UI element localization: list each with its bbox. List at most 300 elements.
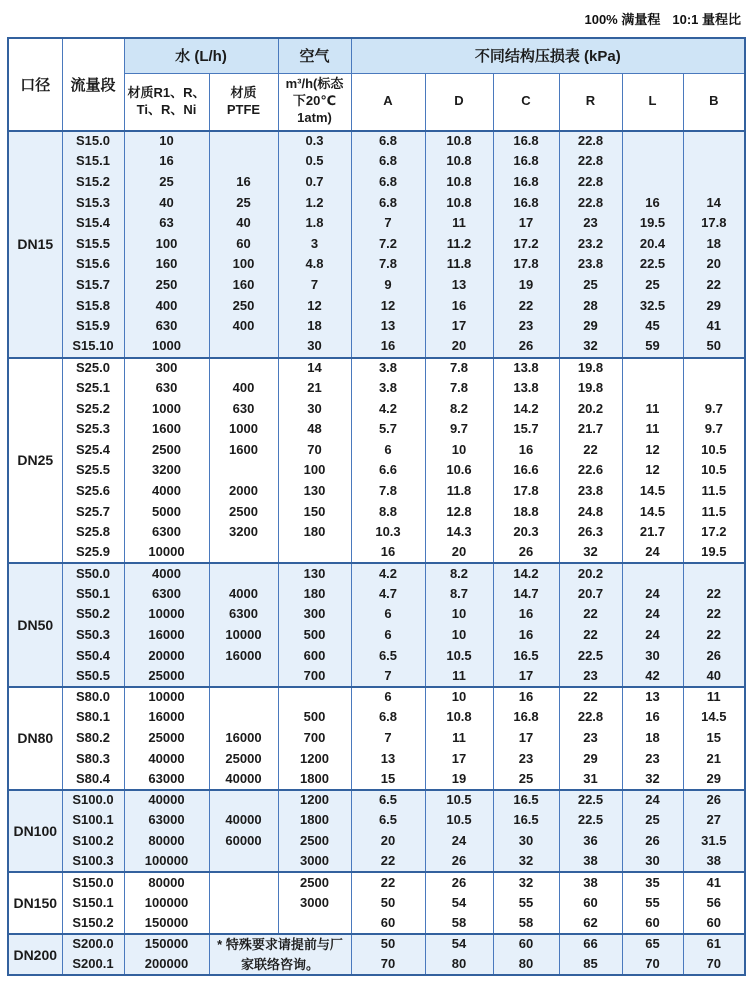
value-cell: 6 — [351, 605, 425, 626]
table-row — [8, 708, 745, 729]
value-cell: 1000 — [124, 337, 209, 358]
flow-segment-cell: S100.1 — [62, 811, 124, 832]
value-cell: 700 — [278, 728, 351, 749]
value-cell: 1.8 — [278, 213, 351, 234]
value-cell: 8.8 — [351, 502, 425, 523]
value-cell — [683, 358, 745, 379]
value-cell: 0.5 — [278, 152, 351, 173]
value-cell: 7.2 — [351, 234, 425, 255]
value-cell: 11.5 — [683, 502, 745, 523]
value-cell: 600 — [278, 646, 351, 667]
flow-segment-cell: S15.9 — [62, 316, 124, 337]
value-cell: 29 — [683, 296, 745, 317]
value-cell: 17.8 — [493, 481, 559, 502]
value-cell: 18 — [622, 728, 683, 749]
value-cell: 16 — [351, 543, 425, 564]
value-cell: 22.5 — [559, 646, 622, 667]
value-cell: 250 — [209, 296, 278, 317]
flow-segment-cell: S25.6 — [62, 481, 124, 502]
table-row — [8, 255, 745, 276]
value-cell: 6.5 — [351, 646, 425, 667]
value-cell: 32 — [493, 872, 559, 893]
table-row — [8, 852, 745, 873]
value-cell: 54 — [425, 893, 493, 914]
value-cell: 14.2 — [493, 399, 559, 420]
value-cell: 20.2 — [559, 563, 622, 584]
value-cell: 20 — [425, 543, 493, 564]
value-cell: 14.5 — [622, 481, 683, 502]
value-cell: 16.8 — [493, 152, 559, 173]
header-col-l: L — [622, 73, 683, 131]
value-cell: 17 — [493, 666, 559, 687]
value-cell: 32 — [622, 769, 683, 790]
value-cell: 13.8 — [493, 358, 559, 379]
value-cell: 26 — [683, 790, 745, 811]
flow-segment-cell: S200.1 — [62, 955, 124, 976]
value-cell: 26 — [425, 872, 493, 893]
header-diameter: 口径 — [8, 38, 62, 131]
header-water-material-ptfe: 材质 PTFE — [209, 73, 278, 131]
value-cell: 22 — [683, 605, 745, 626]
value-cell — [209, 563, 278, 584]
value-cell: 70 — [622, 955, 683, 976]
value-cell: 22 — [559, 625, 622, 646]
flow-segment-cell: S80.4 — [62, 769, 124, 790]
value-cell: 6.5 — [351, 790, 425, 811]
value-cell: 24 — [622, 605, 683, 626]
value-cell: 42 — [622, 666, 683, 687]
value-cell: 1200 — [278, 790, 351, 811]
value-cell: 3000 — [278, 852, 351, 873]
value-cell: 26 — [622, 831, 683, 852]
value-cell: 61 — [683, 934, 745, 955]
flow-segment-cell: S15.10 — [62, 337, 124, 358]
value-cell: 22 — [351, 852, 425, 873]
value-cell: 1200 — [278, 749, 351, 770]
value-cell: 100000 — [124, 893, 209, 914]
value-cell: 25 — [209, 193, 278, 214]
value-cell: 23 — [622, 749, 683, 770]
value-cell: 30 — [278, 399, 351, 420]
table-row — [8, 872, 745, 893]
value-cell: 160 — [124, 255, 209, 276]
flow-segment-cell: S15.7 — [62, 275, 124, 296]
value-cell: 14 — [278, 358, 351, 379]
flow-segment-cell: S80.0 — [62, 687, 124, 708]
value-cell: 20000 — [124, 646, 209, 667]
value-cell: 8.7 — [425, 584, 493, 605]
value-cell: 160 — [209, 275, 278, 296]
value-cell: 26 — [425, 852, 493, 873]
table-row — [8, 543, 745, 564]
value-cell: 29 — [559, 749, 622, 770]
value-cell: 180 — [278, 522, 351, 543]
value-cell: 10.5 — [425, 811, 493, 832]
table-row — [8, 131, 745, 152]
value-cell: 130 — [278, 563, 351, 584]
table-row — [8, 605, 745, 626]
value-cell: 17.8 — [683, 213, 745, 234]
value-cell: 300 — [278, 605, 351, 626]
value-cell: 70 — [351, 955, 425, 976]
special-note-cell: * 特殊要求请提前与厂家联络咨询。 — [209, 934, 351, 975]
diameter-cell: DN80 — [8, 687, 62, 790]
value-cell: 26 — [493, 337, 559, 358]
value-cell: 18 — [683, 234, 745, 255]
table-row — [8, 399, 745, 420]
value-cell — [622, 131, 683, 152]
table-row — [8, 522, 745, 543]
table-row — [8, 666, 745, 687]
value-cell: 17 — [493, 728, 559, 749]
value-cell: 3 — [278, 234, 351, 255]
header-air: 空气 — [278, 38, 351, 73]
value-cell: 21 — [278, 378, 351, 399]
value-cell — [209, 358, 278, 379]
value-cell: 22 — [559, 687, 622, 708]
flow-segment-cell: S25.2 — [62, 399, 124, 420]
value-cell: 10.8 — [425, 708, 493, 729]
value-cell: 25 — [124, 172, 209, 193]
value-cell: 30 — [493, 831, 559, 852]
header-col-a: A — [351, 73, 425, 131]
value-cell: 19.5 — [622, 213, 683, 234]
flow-segment-cell: S25.0 — [62, 358, 124, 379]
value-cell — [209, 852, 278, 873]
value-cell: 20 — [683, 255, 745, 276]
value-cell: 16000 — [209, 728, 278, 749]
value-cell: 40000 — [124, 790, 209, 811]
value-cell: 10 — [124, 131, 209, 152]
value-cell: 400 — [209, 378, 278, 399]
value-cell: 1600 — [209, 440, 278, 461]
value-cell: 150 — [278, 502, 351, 523]
value-cell: 16 — [622, 708, 683, 729]
value-cell: 16 — [425, 296, 493, 317]
flow-segment-cell: S100.2 — [62, 831, 124, 852]
value-cell: 55 — [493, 893, 559, 914]
value-cell: 15 — [351, 769, 425, 790]
value-cell: 100 — [209, 255, 278, 276]
turndown-ratio-label: 10:1 量程比 — [672, 12, 741, 27]
diameter-cell: DN100 — [8, 790, 62, 872]
value-cell: 15.7 — [493, 419, 559, 440]
diameter-cell: DN50 — [8, 563, 62, 687]
value-cell: 45 — [622, 316, 683, 337]
value-cell: 38 — [559, 872, 622, 893]
value-cell: 40000 — [124, 749, 209, 770]
value-cell: 12.8 — [425, 502, 493, 523]
table-row — [8, 461, 745, 482]
value-cell: 17 — [425, 316, 493, 337]
value-cell: 2500 — [278, 872, 351, 893]
value-cell: 10000 — [124, 543, 209, 564]
value-cell: 24 — [622, 584, 683, 605]
value-cell — [209, 152, 278, 173]
value-cell: 85 — [559, 955, 622, 976]
value-cell — [209, 687, 278, 708]
flow-segment-cell: S15.2 — [62, 172, 124, 193]
table-row — [8, 378, 745, 399]
table-row — [8, 790, 745, 811]
value-cell — [622, 563, 683, 584]
value-cell: 16.5 — [493, 811, 559, 832]
value-cell: 16 — [493, 440, 559, 461]
value-cell: 16.5 — [493, 646, 559, 667]
value-cell: 24 — [622, 790, 683, 811]
value-cell: 6.6 — [351, 461, 425, 482]
value-cell: 17.2 — [493, 234, 559, 255]
value-cell: 17.2 — [683, 522, 745, 543]
value-cell: 3000 — [278, 893, 351, 914]
value-cell: 25 — [622, 811, 683, 832]
value-cell: 63000 — [124, 811, 209, 832]
value-cell: 58 — [425, 914, 493, 935]
table-row — [8, 172, 745, 193]
value-cell: 5000 — [124, 502, 209, 523]
value-cell: 23 — [493, 316, 559, 337]
diameter-cell: DN25 — [8, 358, 62, 564]
value-cell: 4.7 — [351, 584, 425, 605]
table-row — [8, 728, 745, 749]
table-row — [8, 337, 745, 358]
value-cell: 14.7 — [493, 584, 559, 605]
value-cell: 14 — [683, 193, 745, 214]
value-cell: 19.8 — [559, 358, 622, 379]
flow-segment-cell: S25.7 — [62, 502, 124, 523]
table-row — [8, 563, 745, 584]
value-cell: 59 — [622, 337, 683, 358]
value-cell: 27 — [683, 811, 745, 832]
value-cell — [209, 461, 278, 482]
table-row — [8, 316, 745, 337]
diameter-cell: DN150 — [8, 872, 62, 934]
value-cell: 1.2 — [278, 193, 351, 214]
table-row — [8, 646, 745, 667]
value-cell: 6.8 — [351, 708, 425, 729]
value-cell: 6.8 — [351, 193, 425, 214]
value-cell: 150000 — [124, 934, 209, 955]
value-cell: 22 — [351, 872, 425, 893]
flow-segment-cell: S200.0 — [62, 934, 124, 955]
value-cell: 40000 — [209, 811, 278, 832]
value-cell: 25 — [559, 275, 622, 296]
table-row — [8, 193, 745, 214]
flow-segment-cell: S150.2 — [62, 914, 124, 935]
value-cell: 70 — [683, 955, 745, 976]
value-cell: 23 — [493, 749, 559, 770]
value-cell: 8.2 — [425, 563, 493, 584]
value-cell: 60 — [209, 234, 278, 255]
value-cell: 12 — [622, 461, 683, 482]
value-cell: 16.8 — [493, 708, 559, 729]
value-cell: 11.8 — [425, 255, 493, 276]
value-cell: 16000 — [209, 646, 278, 667]
flow-segment-cell: S25.1 — [62, 378, 124, 399]
value-cell: 60 — [351, 914, 425, 935]
value-cell: 16.5 — [493, 790, 559, 811]
table-row — [8, 502, 745, 523]
value-cell: 100 — [124, 234, 209, 255]
value-cell: 70 — [278, 440, 351, 461]
value-cell — [209, 337, 278, 358]
value-cell: 1000 — [124, 399, 209, 420]
value-cell: 13.8 — [493, 378, 559, 399]
value-cell: 22 — [559, 605, 622, 626]
value-cell: 6.8 — [351, 152, 425, 173]
value-cell: 9.7 — [425, 419, 493, 440]
table-row — [8, 831, 745, 852]
table-row — [8, 152, 745, 173]
value-cell: 10000 — [124, 687, 209, 708]
table-row — [8, 914, 745, 935]
value-cell: 7.8 — [351, 481, 425, 502]
value-cell: 63 — [124, 213, 209, 234]
value-cell: 4000 — [124, 563, 209, 584]
value-cell: 9.7 — [683, 419, 745, 440]
pressure-loss-spec-table — [7, 37, 746, 976]
value-cell: 20.2 — [559, 399, 622, 420]
value-cell: 3200 — [124, 461, 209, 482]
value-cell: 100000 — [124, 852, 209, 873]
value-cell: 28 — [559, 296, 622, 317]
value-cell: 10 — [425, 440, 493, 461]
value-cell: 23.8 — [559, 255, 622, 276]
value-cell: 7.8 — [425, 378, 493, 399]
value-cell: 50 — [683, 337, 745, 358]
value-cell: 200000 — [124, 955, 209, 976]
value-cell: 25 — [493, 769, 559, 790]
value-cell: 13 — [351, 316, 425, 337]
value-cell: 40000 — [209, 769, 278, 790]
value-cell: 24 — [622, 543, 683, 564]
value-cell: 22.5 — [622, 255, 683, 276]
value-cell: 24 — [425, 831, 493, 852]
value-cell: 80 — [493, 955, 559, 976]
flow-segment-cell: S15.8 — [62, 296, 124, 317]
value-cell: 630 — [124, 316, 209, 337]
value-cell: 6.8 — [351, 131, 425, 152]
value-cell: 10 — [425, 605, 493, 626]
value-cell: 14.5 — [622, 502, 683, 523]
full-scale-label: 100% 满量程 — [584, 12, 661, 27]
flow-segment-cell: S50.5 — [62, 666, 124, 687]
value-cell — [683, 131, 745, 152]
value-cell: 55 — [622, 893, 683, 914]
table-header — [8, 38, 745, 131]
header-row-1 — [8, 38, 745, 73]
value-cell: 130 — [278, 481, 351, 502]
value-cell: 300 — [124, 358, 209, 379]
value-cell: 19.8 — [559, 378, 622, 399]
value-cell: 11 — [683, 687, 745, 708]
value-cell: 32.5 — [622, 296, 683, 317]
flow-segment-cell: S50.1 — [62, 584, 124, 605]
value-cell: 11.2 — [425, 234, 493, 255]
flow-segment-cell: S25.3 — [62, 419, 124, 440]
value-cell: 2500 — [278, 831, 351, 852]
value-cell: 41 — [683, 872, 745, 893]
value-cell: 10.5 — [683, 461, 745, 482]
value-cell: 62 — [559, 914, 622, 935]
value-cell: 30 — [278, 337, 351, 358]
value-cell — [622, 152, 683, 173]
value-cell: 35 — [622, 872, 683, 893]
header-pressure-loss: 不同结构压损表 (kPa) — [351, 38, 745, 73]
value-cell — [209, 872, 278, 893]
value-cell: 26 — [493, 543, 559, 564]
value-cell: 22 — [683, 275, 745, 296]
value-cell: 23 — [559, 213, 622, 234]
value-cell: 10.8 — [425, 152, 493, 173]
flow-segment-cell: S15.5 — [62, 234, 124, 255]
value-cell: 1600 — [124, 419, 209, 440]
value-cell: 12 — [278, 296, 351, 317]
value-cell: 20 — [351, 831, 425, 852]
value-cell — [209, 790, 278, 811]
value-cell: 6 — [351, 625, 425, 646]
header-col-r: R — [559, 73, 622, 131]
value-cell: 65 — [622, 934, 683, 955]
value-cell: 11 — [425, 666, 493, 687]
flow-segment-cell: S15.6 — [62, 255, 124, 276]
value-cell: 22.8 — [559, 708, 622, 729]
value-cell: 4000 — [209, 584, 278, 605]
value-cell — [209, 131, 278, 152]
value-cell: 400 — [124, 296, 209, 317]
value-cell: 25000 — [124, 666, 209, 687]
value-cell: 32 — [559, 543, 622, 564]
value-cell: 30 — [622, 646, 683, 667]
value-cell: 13 — [622, 687, 683, 708]
value-cell: 30 — [622, 852, 683, 873]
value-cell: 10.8 — [425, 131, 493, 152]
value-cell: 16000 — [124, 708, 209, 729]
table-row — [8, 481, 745, 502]
value-cell: 10000 — [209, 625, 278, 646]
value-cell: 13 — [425, 275, 493, 296]
value-cell: 250 — [124, 275, 209, 296]
value-cell: 13 — [351, 749, 425, 770]
value-cell: 0.3 — [278, 131, 351, 152]
value-cell: 19.5 — [683, 543, 745, 564]
header-air-unit: m³/h(标态下20℃ 1atm) — [278, 73, 351, 131]
value-cell: 24.8 — [559, 502, 622, 523]
value-cell: 16 — [493, 605, 559, 626]
diameter-cell: DN15 — [8, 131, 62, 358]
value-cell: 0.7 — [278, 172, 351, 193]
value-cell — [278, 543, 351, 564]
value-cell: 10 — [425, 687, 493, 708]
value-cell: 10.5 — [425, 790, 493, 811]
table-row — [8, 625, 745, 646]
table-row — [8, 687, 745, 708]
value-cell: 16 — [493, 625, 559, 646]
table-row — [8, 749, 745, 770]
value-cell — [209, 543, 278, 564]
value-cell: 32 — [559, 337, 622, 358]
value-cell: 20.3 — [493, 522, 559, 543]
value-cell: 9 — [351, 275, 425, 296]
value-cell: 60 — [559, 893, 622, 914]
value-cell: 10.3 — [351, 522, 425, 543]
flow-segment-cell: S15.1 — [62, 152, 124, 173]
table-row — [8, 584, 745, 605]
value-cell: 14.2 — [493, 563, 559, 584]
header-col-b: B — [683, 73, 745, 131]
flow-segment-cell: S80.1 — [62, 708, 124, 729]
table-row — [8, 811, 745, 832]
